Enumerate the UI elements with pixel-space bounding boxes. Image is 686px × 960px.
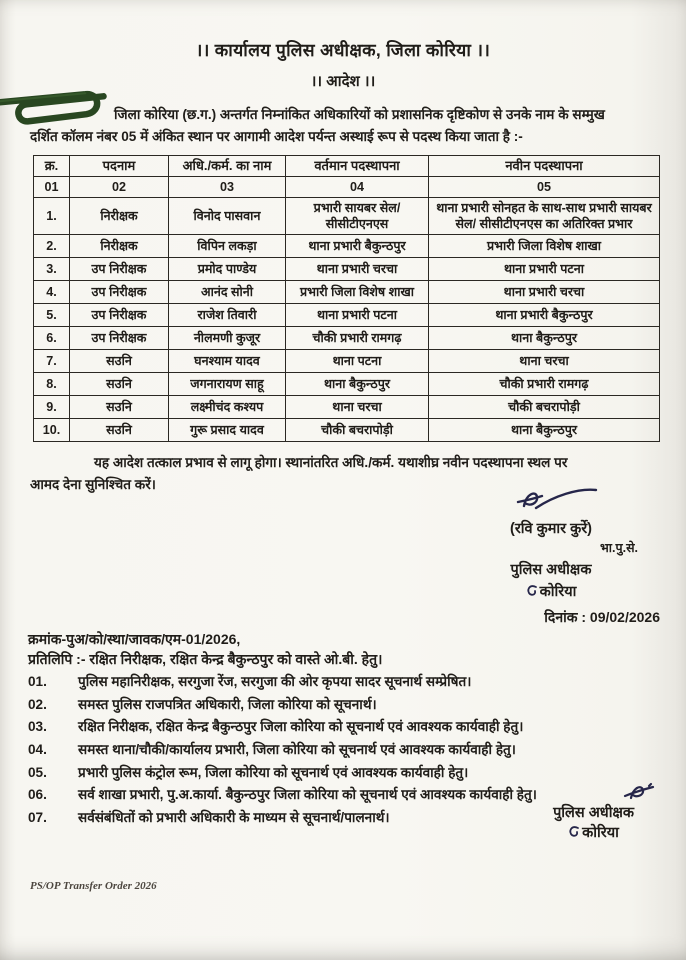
transfer-table-head (34, 156, 660, 198)
signatory-designation: पुलिस अधीक्षक (510, 562, 592, 578)
footer-note: PS/OP Transfer Order 2026 (30, 880, 157, 892)
cell-current-posting: थाना प्रभारी बैकुन्ठपुर (286, 235, 429, 258)
cell-serial: 2. (34, 235, 70, 258)
date-line: दिनांक : 09/02/2026 (544, 609, 660, 625)
bottom-signatory-place-text: कोरिया (582, 825, 619, 841)
cell-serial: 10. (34, 419, 70, 442)
table-row (34, 327, 660, 350)
cell-designation: निरीक्षक (70, 198, 169, 235)
cell-officer-name: आनंद सोनी (169, 281, 286, 304)
cell-designation: उप निरीक्षक (70, 281, 169, 304)
cell-current-posting: थाना चरचा (286, 396, 429, 419)
intro-line-2: दर्शित कॉलम नंबर 05 में अंकित स्थान पर आगामी आदेश पर्यन्त अस्थाई रूप से पदस्थ किया जाता है :- (30, 129, 523, 144)
bottom-signature-block (553, 800, 634, 842)
column-header-1: पदनाम (70, 156, 169, 177)
cell-current-posting: थाना प्रभारी चरचा (286, 258, 429, 281)
closing-line-1: यह आदेश तत्काल प्रभाव से लागू होगा। स्थानांतरित अधि./कर्म. यथाशीघ्र नवीन पदस्थापना स्थल पर (94, 455, 568, 470)
table-row (34, 350, 660, 373)
copy-item-text: पुलिस महानिरीक्षक, सरगुजा रेंज, सरगुजा की ओर कृपया सादर सूचनार्थ सम्प्रेषित। (78, 674, 472, 689)
copy-item (28, 764, 670, 783)
column-header-3: वर्तमान पदस्थापना (286, 156, 429, 177)
office-title: ।। कार्यालय पुलिस अधीक्षक, जिला कोरिया ।। (195, 40, 491, 60)
cell-officer-name: जगनारायण साहू (169, 373, 286, 396)
copy-item-number: 04. (28, 742, 47, 758)
place-squiggle-icon (526, 583, 539, 598)
copy-item-number: 01. (28, 674, 47, 689)
signature-block (446, 518, 656, 601)
cell-serial: 5. (34, 304, 70, 327)
table-row (34, 281, 660, 304)
column-header-2: अधि./कर्म. का नाम (169, 156, 286, 177)
copy-item-text: सर्वसंबंधितों को प्रभारी अधिकारी के माध्यम से सूचनार्थ/पालनार्थ। (78, 810, 390, 826)
copy-heading: प्रतिलिपि :- रक्षित निरीक्षक, रक्षित केन्द्र बैकुन्ठपुर को वास्ते ओ.बी. हेतु। (28, 651, 383, 667)
table-header-row (34, 156, 660, 177)
cell-new-posting: थाना चरचा (429, 350, 660, 373)
cell-serial: 3. (34, 258, 70, 281)
signatory-place (446, 581, 656, 601)
table-row (34, 235, 660, 258)
bottom-signature-scribble-icon (605, 776, 675, 806)
copy-item-text: समस्त थाना/चौकी/कार्यालय प्रभारी, जिला कोरिया को सूचनार्थ एवं आवश्यक कार्यवाही हेतु। (78, 742, 516, 758)
cell-officer-name: गुरू प्रसाद यादव (169, 419, 286, 442)
cell-officer-name: नीलमणी कुजूर (169, 327, 286, 350)
cell-serial: 9. (34, 396, 70, 419)
cell-new-posting: थाना प्रभारी बैकुन्ठपुर (429, 304, 660, 327)
cell-serial: 8. (34, 373, 70, 396)
closing-line-2: आमद देना सुनिश्चित करें। (30, 477, 156, 492)
transfer-table-body (34, 198, 660, 442)
copy-item-text: रक्षित निरीक्षक, रक्षित केन्द्र बैकुन्ठपुर जिला कोरिया को सूचनार्थ एवं आवश्यक कार्यवाही हेतु। (78, 719, 524, 735)
copy-item-number: 02. (28, 696, 47, 712)
cell-officer-name: लक्ष्मीचंद कश्यप (169, 396, 286, 419)
cell-designation: उप निरीक्षक (70, 304, 169, 327)
cell-new-posting: चौकी प्रभारी रामगढ़ (429, 373, 660, 396)
cell-current-posting: थाना प्रभारी पटना (286, 304, 429, 327)
cell-designation: सउनि (70, 419, 169, 442)
table-row (34, 373, 660, 396)
column-number-2: 03 (169, 177, 286, 198)
cell-serial: 1. (34, 198, 70, 235)
cell-current-posting: प्रभारी जिला विशेष शाखा (286, 281, 429, 304)
cell-serial: 7. (34, 350, 70, 373)
cell-serial: 6. (34, 327, 70, 350)
cell-designation: सउनि (70, 350, 169, 373)
bottom-signatory-designation: पुलिस अधीक्षक (553, 805, 634, 821)
column-number-4: 05 (429, 177, 660, 198)
cell-new-posting: थाना प्रभारी चरचा (429, 281, 660, 304)
copy-item (28, 673, 670, 692)
cell-current-posting: थाना बैकुन्ठपुर (286, 373, 429, 396)
copy-item (28, 696, 670, 715)
cell-officer-name: घनश्याम यादव (169, 350, 286, 373)
signatory-place-text: कोरिया (539, 584, 577, 600)
copy-item-text: समस्त पुलिस राजपत्रित अधिकारी, जिला कोरिया को सूचनार्थ। (78, 696, 377, 712)
cell-designation: उप निरीक्षक (70, 327, 169, 350)
cell-designation: सउनि (70, 373, 169, 396)
cell-current-posting: चौकी बचरापोड़ी (286, 419, 429, 442)
copy-item-text: सर्व शाखा प्रभारी, पु.अ.कार्या. बैकुन्ठपुर जिला कोरिया को सूचनार्थ एवं आवश्यक कार्यवाही हेतु। (78, 787, 537, 803)
cell-new-posting: चौकी बचरापोड़ी (429, 396, 660, 419)
copy-item-number: 06. (28, 787, 47, 803)
table-row (34, 304, 660, 327)
table-row (34, 396, 660, 419)
cell-new-posting: थाना प्रभारी सोनहत के साथ-साथ प्रभारी सायबर सेल/ सीसीटीएनएस का अतिरिक्त प्रभार (429, 198, 660, 235)
copy-item-number: 05. (28, 764, 47, 780)
intro-line-1: जिला कोरिया (छ.ग.) अन्तर्गत निम्नांकित अधिकारियों को प्रशासनिक दृष्टिकोण से उनके नाम के सम्मुख (114, 107, 605, 122)
column-number-1: 02 (70, 177, 169, 198)
column-number-3: 04 (286, 177, 429, 198)
cell-new-posting: थाना प्रभारी पटना (429, 258, 660, 281)
cell-officer-name: विपिन लकड़ा (169, 235, 286, 258)
table-row (34, 419, 660, 442)
transfer-table (33, 155, 660, 442)
paperclip-icon (0, 82, 146, 134)
table-row (34, 258, 660, 281)
cell-designation: निरीक्षक (70, 235, 169, 258)
column-number-0: 01 (34, 177, 70, 198)
order-heading: ।। आदेश ।। (310, 73, 376, 90)
signatory-name: (रवि कुमार कुर्रे) (509, 521, 593, 537)
signatory-service: भा.पु.से. (600, 541, 638, 555)
signature-scribble-icon (506, 484, 602, 518)
column-header-4: नवीन पदस्थापना (429, 156, 660, 177)
copy-item (28, 718, 670, 737)
cell-officer-name: राजेश तिवारी (169, 304, 286, 327)
column-number-row (34, 177, 660, 198)
cell-new-posting: प्रभारी जिला विशेष शाखा (429, 235, 660, 258)
reference-number: क्रमांक-पुअ/को/स्था/जावक/एम-01/2026, (28, 631, 241, 647)
cell-officer-name: प्रमोद पाण्डेय (169, 258, 286, 281)
column-header-0: क्र. (34, 156, 70, 177)
cell-current-posting: प्रभारी सायबर सेल/ सीसीटीएनएस (286, 198, 429, 235)
cell-new-posting: थाना बैकुन्ठपुर (429, 327, 660, 350)
copy-item (28, 741, 670, 760)
cell-serial: 4. (34, 281, 70, 304)
cell-designation: उप निरीक्षक (70, 258, 169, 281)
cell-current-posting: थाना पटना (286, 350, 429, 373)
bottom-place-squiggle-icon (568, 824, 581, 839)
table-row (34, 198, 660, 235)
copy-item-text: प्रभारी पुलिस कंट्रोल रूम, जिला कोरिया को सूचनार्थ एवं आवश्यक कार्यवाही हेतु। (78, 764, 469, 780)
cell-officer-name: विनोद पासवान (169, 198, 286, 235)
copy-item-number: 07. (28, 810, 47, 826)
cell-current-posting: चौकी प्रभारी रामगढ़ (286, 327, 429, 350)
copy-item-number: 03. (28, 719, 47, 735)
cell-new-posting: थाना बैकुन्ठपुर (429, 419, 660, 442)
cell-designation: सउनि (70, 396, 169, 419)
bottom-signatory-place-row (553, 822, 634, 842)
